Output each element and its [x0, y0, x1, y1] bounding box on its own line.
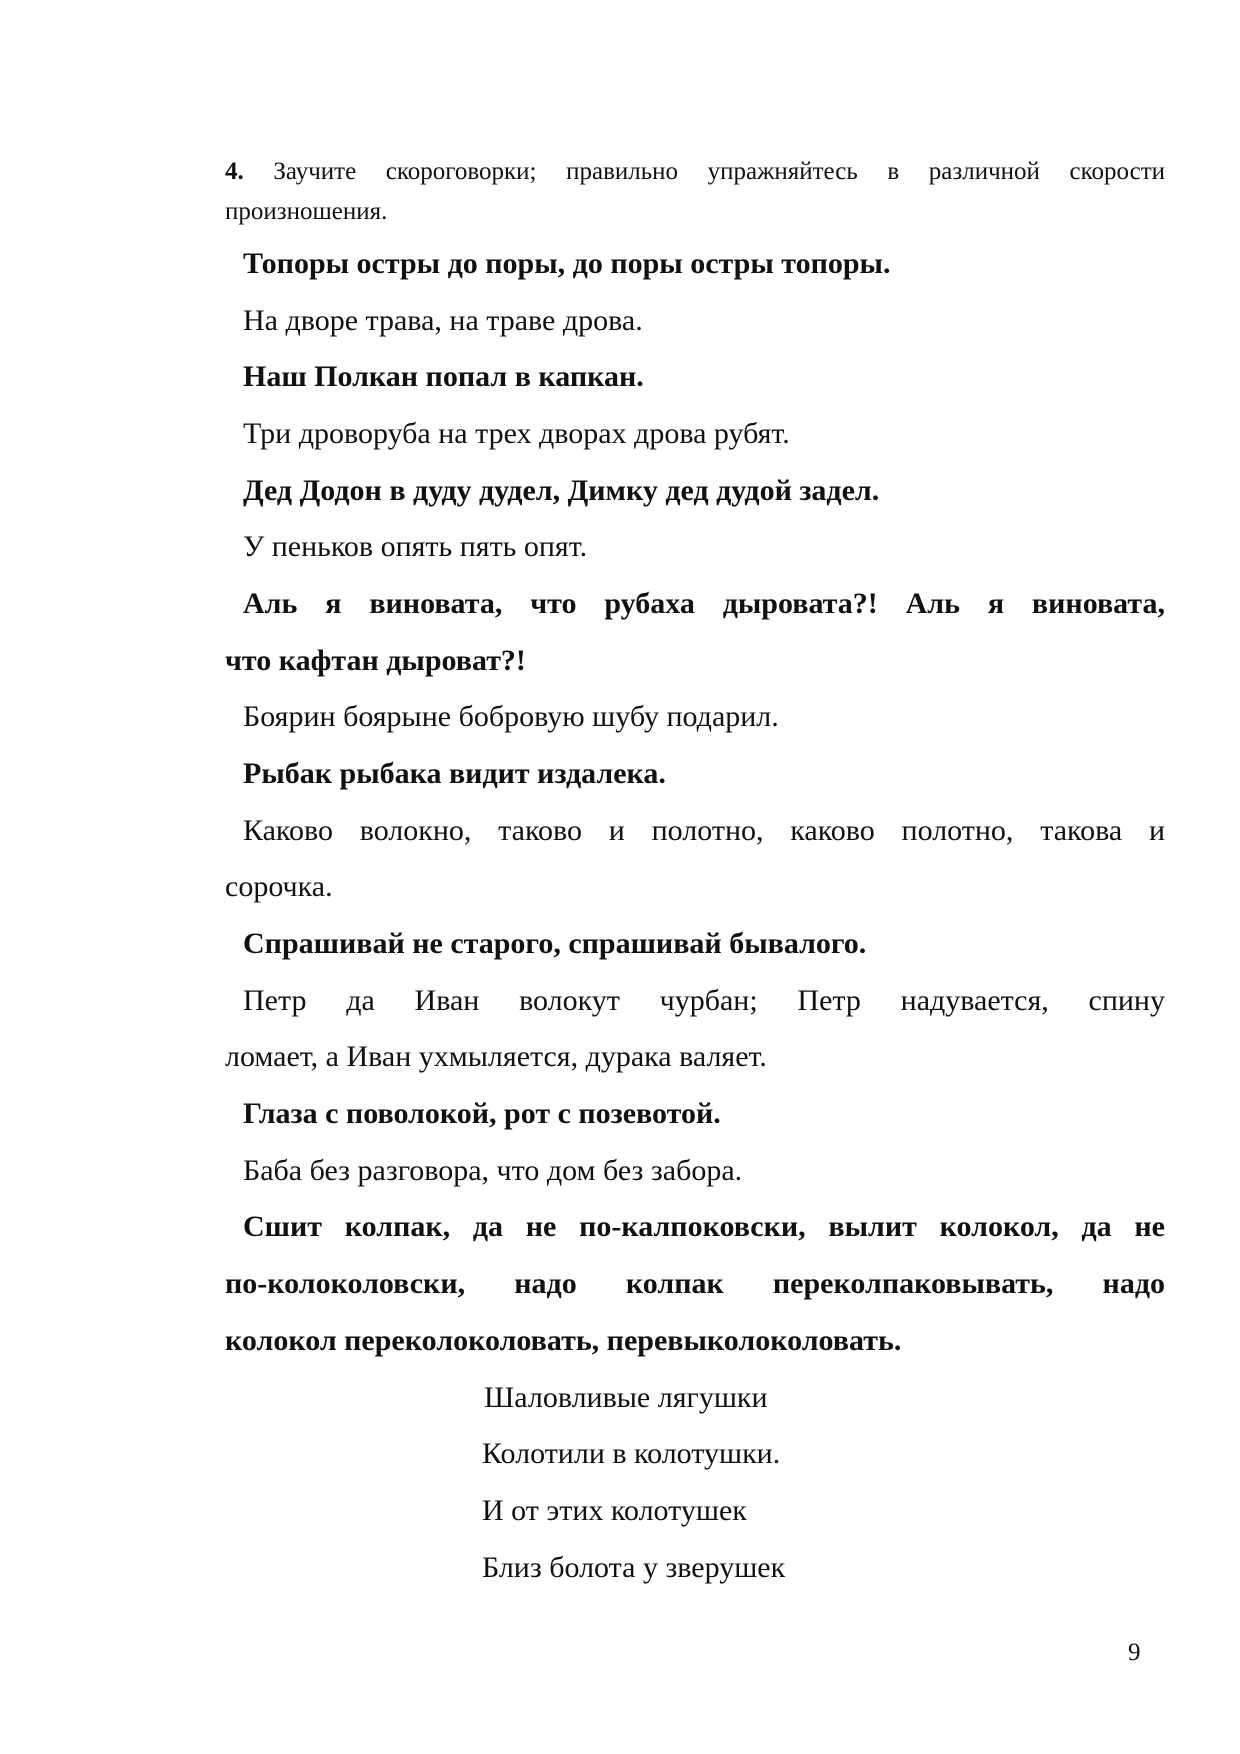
- twister-line: колокол переколоколовать, перевыколоколовать.: [225, 1324, 902, 1357]
- poem-line: Близ болота у зверушек: [482, 1551, 786, 1584]
- task-instruction: [225, 152, 1165, 232]
- twister-line: Рыбак рыбака видит издалека.: [243, 757, 666, 790]
- task-number: 4.: [225, 158, 244, 185]
- twister-line: У пеньков опять пять опят.: [243, 530, 588, 563]
- twister-line: Три дроворуба на трех дворах дрова рубят.: [243, 417, 790, 450]
- poem-line: Шаловливые лягушки: [484, 1381, 768, 1414]
- twister-line: по-колоколовски, надо колпак переколпаковывать, надо: [225, 1267, 1165, 1300]
- twister-line: Боярин боярыне бобровую шубу подарил.: [243, 700, 779, 733]
- task-text: Заучите скороговорки; правильно упражняйтесь в различной скорости произношения.: [225, 158, 1165, 225]
- twister-line: Наш Полкан попал в капкан.: [243, 360, 644, 393]
- twister-line: Баба без разговора, что дом без забора.: [243, 1154, 743, 1187]
- twister-line: Петр да Иван волокут чурбан; Петр надувается, спину: [243, 984, 1165, 1017]
- poem-line: И от этих колотушек: [482, 1494, 747, 1527]
- twister-line: Дед Додон в дуду дудел, Димку дед дудой задел.: [243, 474, 880, 507]
- twister-line: На дворе трава, на траве дрова.: [243, 304, 643, 337]
- poem-line: Колотили в колотушки.: [482, 1437, 781, 1470]
- twister-line: Глаза с поволокой, рот с позевотой.: [243, 1097, 721, 1130]
- twister-line: Аль я виновата, что рубаха дыровата?! Аль я виновата,: [243, 587, 1165, 620]
- twister-line: Каково волокно, таково и полотно, каково полотно, такова и: [243, 814, 1165, 847]
- twister-line: ломает, а Иван ухмыляется, дурака валяет.: [225, 1040, 767, 1073]
- twister-line: Топоры остры до поры, до поры остры топоры.: [243, 247, 891, 280]
- twister-line: сорочка.: [225, 870, 333, 903]
- twister-line: Спрашивай не старого, спрашивай бывалого.: [243, 927, 867, 960]
- twister-line: Сшит колпак, да не по-калпоковски, вылит колокол, да не: [243, 1210, 1165, 1243]
- twister-line: что кафтан дыроват?!: [225, 644, 526, 677]
- page-number: 9: [1128, 1639, 1141, 1666]
